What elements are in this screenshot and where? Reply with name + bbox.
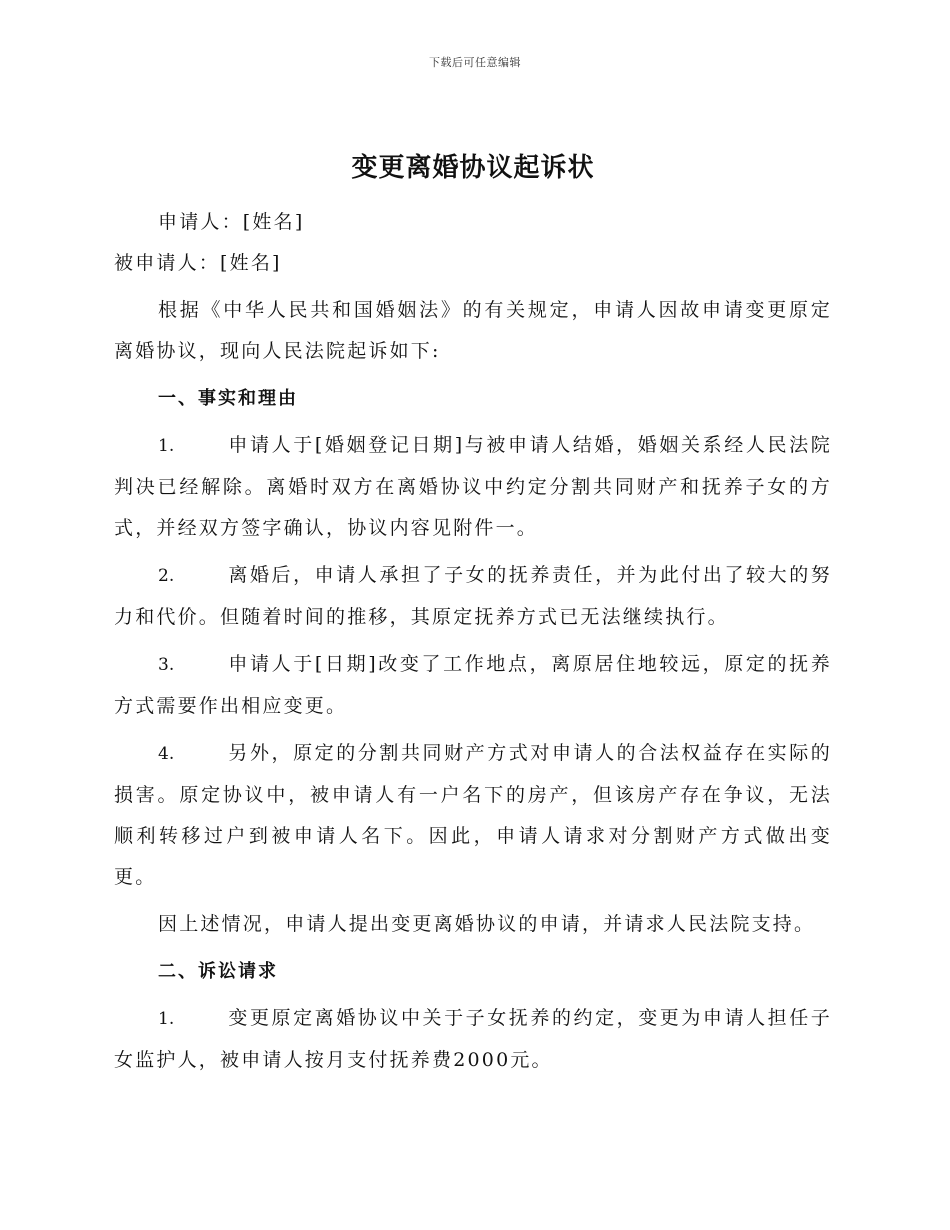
claims-item-1 bbox=[114, 998, 832, 1081]
intro-paragraph: 根据《中华人民共和国婚姻法》的有关规定，申请人因故申请变更原定离婚协议，现向人民法院起诉如下: bbox=[114, 299, 832, 362]
section-heading-claims: 二、诉讼请求 bbox=[158, 961, 278, 982]
facts-item-1 bbox=[114, 425, 832, 549]
item-text: 另外，原定的分割共同财产方式对申请人的合法权益存在实际的损害。原定协议中，被申请人有一户名下的房产，但该房产存在争议，无法顺利转移过户到被申请人名下。因此，申请人请求对分割财产方式做出变更。 bbox=[114, 742, 832, 888]
document-title: 变更离婚协议起诉状 bbox=[351, 153, 595, 183]
item-text: 申请人于[日期]改变了工作地点，离原居住地较远，原定的抚养方式需要作出相应变更。 bbox=[114, 653, 832, 717]
item-text: 申请人于[婚姻登记日期]与被申请人结婚，婚姻关系经人民法院判决已经解除。离婚时双方在离婚协议中约定分割共同财产和抚养子女的方式，并经双方签字确认，协议内容见附件一。 bbox=[114, 434, 832, 539]
facts-conclusion: 因上述情况，申请人提出变更离婚协议的申请，并请求人民法院支持。 bbox=[158, 913, 816, 935]
item-number: 1. bbox=[158, 436, 175, 456]
applicant-line: 申请人：[姓名] bbox=[158, 211, 305, 233]
item-number: 2. bbox=[158, 566, 175, 586]
item-text: 变更原定离婚协议中关于子女抚养的约定，变更为申请人担任子女监护人，被申请人按月支付抚养费2000元。 bbox=[114, 1007, 832, 1071]
document-body bbox=[114, 148, 832, 1087]
facts-item-3 bbox=[114, 644, 832, 727]
item-number: 3. bbox=[158, 655, 175, 675]
section-heading-facts: 一、事实和理由 bbox=[158, 388, 298, 409]
item-text: 离婚后，申请人承担了子女的抚养责任，并为此付出了较大的努力和代价。但随着时间的推移，其原定抚养方式已无法继续执行。 bbox=[114, 564, 832, 628]
item-number: 4. bbox=[158, 744, 175, 764]
item-number: 1. bbox=[158, 1009, 175, 1029]
respondent-line: 被申请人：[姓名] bbox=[114, 252, 282, 274]
facts-item-2 bbox=[114, 555, 832, 638]
header-note: 下载后可任意编辑 bbox=[429, 56, 521, 69]
facts-item-4 bbox=[114, 733, 832, 898]
